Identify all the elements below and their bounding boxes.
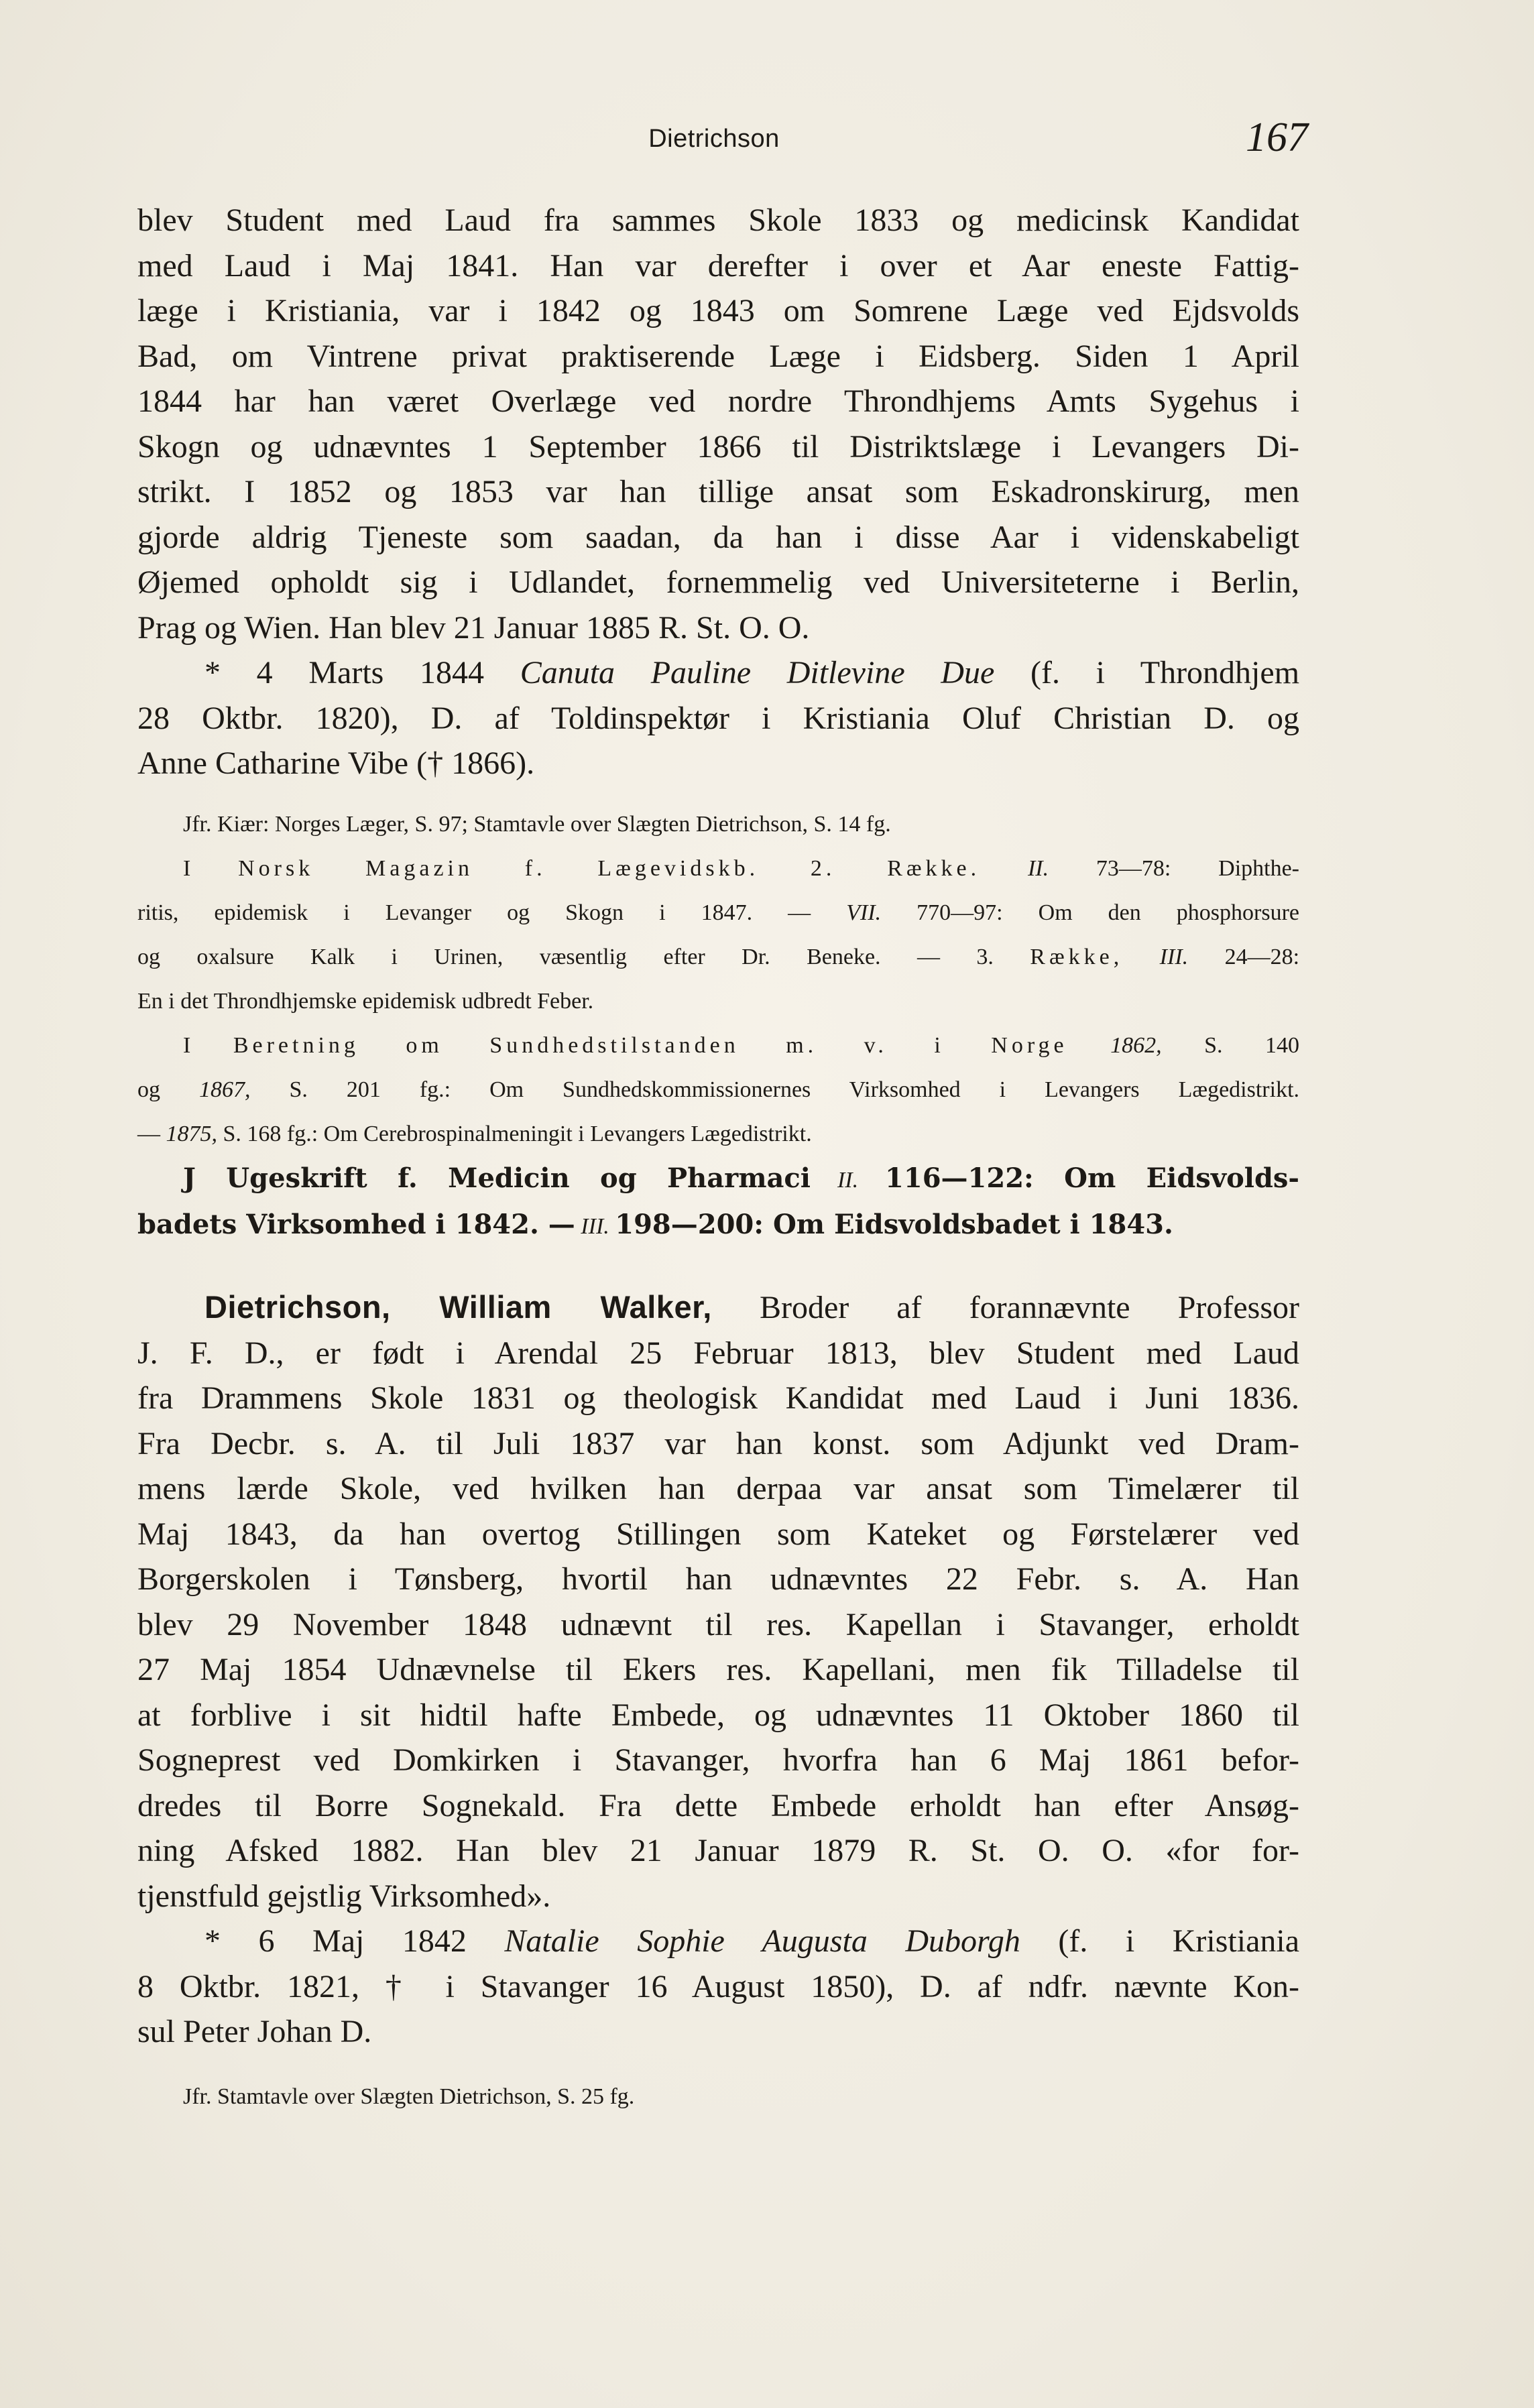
entry1-marriage [137,650,1299,696]
entry2-line: Fra Decbr. s. A. til Juli 1837 var han konst. som Adjunkt ved Dram- [137,1425,1299,1461]
running-header: Dietrichson [648,125,780,153]
entry1-marriage-line: 28 Oktbr. 1820), D. af Toldinspektør i Kristiania Oluf Christian D. og [137,700,1299,736]
ref-magazin-line: En i det Throndhjemske epidemisk udbredt Feber. [137,989,594,1014]
ref-jfr: Jfr. Kiær: Norges Læger, S. 97; Stamtavle over Slægten Dietrichson, S. 14 fg. [183,812,891,837]
page-number: 167 [1246,115,1308,160]
entry2-marriage-line: 8 Oktbr. 1821, † i Stavanger 16 August 1850), D. af ndfr. nævnte Kon- [137,1968,1299,2004]
entry1-marriage-line: Anne Catharine Vibe († 1866). [137,745,535,781]
ref-beretning: I Beretning om Sundhedstilstanden m. v. i Norge 1862, S. 140 [183,1033,1300,1058]
entry2-line: J. F. D., er født i Arendal 25 Februar 1813, blev Student med Laud [137,1335,1299,1371]
entry1-line: 1844 har han været Overlæge ved nordre Throndhjems Amts Sygehus i [137,383,1299,419]
entry2-line: fra Drammens Skole 1831 og theologisk Kandidat med Laud i Juni 1836. [137,1380,1299,1416]
spouse-name: Canuta Pauline Ditlevine Due [520,655,995,690]
entry1-line: Prag og Wien. Han blev 21 Januar 1885 R. St. O. O. [137,609,810,646]
entry2-heading: Dietrichson, William Walker, Broder af forannævnte Professor [204,1289,1299,1325]
entry2-line: 27 Maj 1854 Udnævnelse til Ekers res. Kapellani, men fik Tilladelse til [137,1652,1299,1687]
entry1-body [137,198,1299,786]
spouse-name: Natalie Sophie Augusta Duborgh [504,1923,1020,1959]
ref-beretning-line: — 1875, S. 168 fg.: Om Cerebrospinalmeningit i Levangers Lægedistrikt. [137,1122,812,1146]
entry1-line: med Laud i Maj 1841. Han var derefter i over et Aar eneste Fattig- [137,247,1299,284]
entry2-line: blev 29 November 1848 udnævnt til res. Kapellan i Stavanger, erholdt [137,1606,1299,1642]
ref-magazin-line: og oxalsure Kalk i Urinen, væsentlig efter Dr. Beneke. — 3. Række, III. 24—28: [137,945,1300,969]
entry2-line: ning Afsked 1882. Han blev 21 Januar 1879 R. St. O. O. «for for- [137,1833,1299,1868]
entry2-line: mens lærde Skole, ved hvilken han derpaa var ansat som Timelærer til [137,1471,1299,1506]
entry1-references [137,802,1299,1249]
entry1-line: læge i Kristiania, var i 1842 og 1843 om Somrene Læge ved Ejdsvolds [137,293,1299,328]
entry1-line: Øjemed opholdt sig i Udlandet, fornemmelig ved Universiteterne i Berlin, [137,564,1299,600]
ref-ugeskrift: J Ugeskrift f. Medicin og Pharmaci II. 116—122: Om Eidsvolds- [183,1162,1300,1194]
marriage-date: * 4 Marts 1844 [204,655,485,690]
ref-jfr: Jfr. Stamtavle over Slægten Dietrichson, S. 25 fg. [183,2084,635,2109]
entry1-line: gjorde aldrig Tjeneste som saadan, da han i disse Aar i videnskabeligt [137,519,1299,555]
ref-magazin-line: ritis, epidemisk i Levanger og Skogn i 1847. — VII. 770—97: Om den phosphorsure [137,900,1300,925]
entry1-line: strikt. I 1852 og 1853 var han tillige ansat som Eskadronskirurg, men [137,474,1299,509]
ref-ugeskrift-line: badets Virksomhed i 1842. — III. 198—200: Om Eidsvoldsbadet i 1843. [137,1209,1173,1240]
entry2-line: Sogneprest ved Domkirken i Stavanger, hvorfra han 6 Maj 1861 befor- [137,1742,1299,1778]
entry2-references [137,2075,1299,2119]
ref-magazin: I Norsk Magazin f. Lægevidskb. 2. Række. II. 73—78: Diphthe- [183,856,1300,881]
entry2-line: Maj 1843, da han overtog Stillingen som Kateket og Førstelærer ved [137,1516,1299,1552]
marriage-info: (f. i Kristiania [1058,1923,1300,1959]
entry2-marriage-line: sul Peter Johan D. [137,2014,372,2049]
marriage-info: (f. i Throndhjem [1030,655,1300,690]
marriage-date: * 6 Maj 1842 [204,1923,467,1959]
entry2-marriage [137,1919,1299,1964]
entry2-line: Borgerskolen i Tønsberg, hvortil han udnævntes 22 Febr. s. A. Han [137,1561,1299,1597]
entry2-body [137,1284,1299,2055]
entry1-line: Bad, om Vintrene privat praktiserende Læge i Eidsberg. Siden 1 April [137,338,1299,374]
entry2-line: tjenstfuld gejstlig Virksomhed». [137,1878,551,1914]
entry2-name: Dietrichson, William Walker, [204,1289,712,1325]
ref-beretning-line: og 1867, S. 201 fg.: Om Sundhedskommissionernes Virksomhed i Levangers Lægedistrikt. [137,1077,1300,1102]
entry1-line: blev Student med Laud fra sammes Skole 1833 og medicinsk Kandidat [137,202,1299,238]
entry2-line: at forblive i sit hidtil hafte Embede, og udnævntes 11 Oktober 1860 til [137,1697,1299,1733]
entry1-line: Skogn og udnævntes 1 September 1866 til Distriktslæge i Levangers Di- [137,428,1299,465]
entry2-line: dredes til Borre Sognekald. Fra dette Embede erholdt han efter Ansøg- [137,1787,1299,1823]
